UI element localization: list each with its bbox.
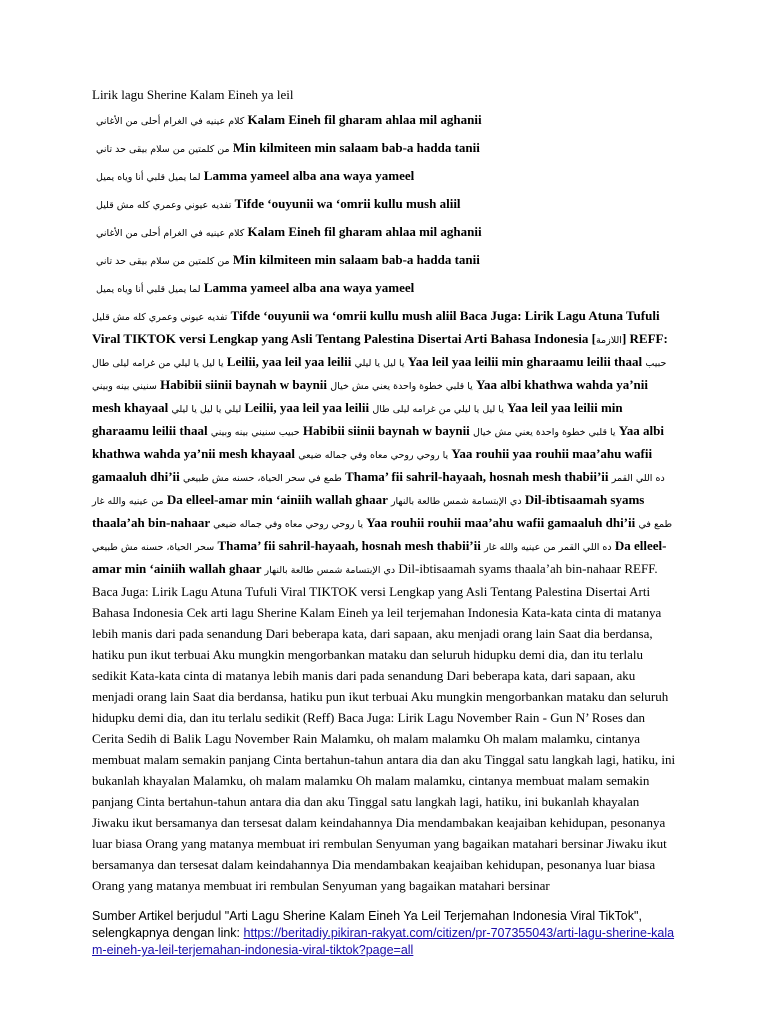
text-segment: Yaa rouhii rouhii maa’ahu wafii gamaaluh dhi’ii [363,515,639,530]
text-segment: Yaa albi khathwa wahda ya’nii mesh khayaal [92,423,664,461]
lyric-arabic: كلام عينيه في الغرام أحلى من الأغاني [96,228,245,239]
lyric-line-7 [96,277,676,300]
arabic-segment: ليلي يا ليل يا ليلي [171,404,242,415]
lyric-latin: Kalam Eineh fil gharam ahlaa mil aghanii [247,112,482,127]
arabic-segment: ده اللي القمر من عينيه والله غار [92,473,665,507]
lyric-line-1 [96,109,676,132]
lyric-arabic: لما يميل قلبي أنا وياه يميل [96,172,201,183]
lyric-arabic: من كلمتين من سلام بيقى حد تاني [96,256,230,267]
lyric-latin: Min kilmiteen min salaam bab-a hadda tanii [232,140,480,155]
text-segment: Thama’ fii sahril-hayaah, hosnah mesh thabii’ii [341,469,612,484]
text-segment: Yaa leil yaa leilii min gharaamu leilii thaal [92,400,623,438]
text-segment: Yaa leil yaa leilii min gharaamu leilii thaal [404,354,646,369]
lyric-line-4 [96,193,676,216]
arabic-segment: حبيب سنيني بينه وبيني [210,427,300,438]
lyric-latin: Lamma yameel alba ana waya yameel [203,168,415,183]
arabic-segment: يا قلبي خطوة واحدة يعني مش خيال [473,427,616,438]
lyrics-list [92,109,676,300]
text-segment: Yaa albi khathwa wahda ya’nii mesh khayaal [92,377,648,415]
arabic-segment: دي الإبتسامة شمس طالعة بالنهار [390,496,522,507]
lyric-line-2 [96,137,676,160]
arabic-segment: يا روحي روحي معاه وفي جماله ضيعي [213,519,364,530]
arabic-segment: تفديه عيوني وعمري كله مش قليل [92,312,228,323]
lyric-line-6 [96,249,676,272]
arabic-segment: ده اللي القمر من عينيه والله غار [484,542,612,553]
lyric-line-3 [96,165,676,188]
lyric-line-5 [96,221,676,244]
arabic-segment: يا روحي روحي معاه وفي جماله ضيعي [298,450,449,461]
arabic-segment: طمع في سحر الحياة، حسنه مش طبيعي [183,473,342,484]
text-segment: Yaa rouhii yaa rouhii maa’ahu wafii gamaaluh dhi’ii [92,446,653,484]
body-paragraph [92,305,676,896]
source-link[interactable]: https://beritadiy.pikiran-rakyat.com/citizen/pr-707355043/arti-lagu-sherine-kalam-eineh-ya-leil-terjemahan-indonesia-viral-tiktok?page=all [92,926,675,957]
text-segment: Dil-ibtisaamah syams thaala’ah bin-nahaar REFF. Baca Juga: Lirik Lagu Atuna Tufuli Viral TIKTOK versi Lengkap yang Asli Tentang Palestina Disertai Arti Bahasa Indonesia Cek arti lagu Sherine Kalam Eineh ya leil terjemahan Indonesia Kata-kata cinta di matanya lebih manis dari pada senandung Dari beberapa kata, dari sapaan, aku menjadi orang lain Saat dia berdansa, hatiku pun ikut terbuai Aku mungkin mengorbankan mataku dan seluruh hidupku demi dia, dan itu terlalu sedikit Kata-kata cinta di matanya lebih manis dari pada senandung Dari beberapa kata, dari sapaan, aku menjadi orang lain Saat dia berdansa, hatiku pun ikut terbuai Aku mungkin mengorbankan mataku dan seluruh hidupku demi dia, dan itu terlalu sedikit (Reff) Baca Juga: Lirik Lagu November Rain - Gun N’ Roses dan Cerita Sedih di Balik Lagu November Rain Malamku, oh malam malamku Oh malam malamku, cintanya membuat malam semakin panjang Cinta bertahun-tahun antara dia dan aku Tinggal satu langkah lagi, hatiku, ini bukanlah khayalan Malamku, oh malam malamku Oh malam malamku, cintanya membuat malam semakin panjang Cinta bertahun-tahun antara dia dan aku Tinggal satu langkah lagi, hatiku, ini bukanlah khayalan Jiwaku ikut bersamanya dan tersesat dalam keindahannya Dia mendambakan keajaiban kehidupan, pesonanya luar biasa Orang yang matanya membuat iri rembulan Senyuman yang bagaikan matahari bersinar Jiwaku ikut bersamanya dan tersesat dalam keindahannya Dia mendambakan keajaiban kehidupan, pesonanya luar biasa Orang yang matanya membuat iri rembulan Senyuman yang bagaikan matahari bersinar [92,561,676,893]
text-segment: Leilii, yaa leil yaa leilii [223,354,355,369]
arabic-segment: اللازمة [595,335,622,346]
text-segment: Da elleel-amar min ‘ainiih wallah ghaar [163,492,391,507]
text-segment: Dil-ibtisaamah syams thaala’ah bin-nahaar [92,492,645,530]
arabic-segment: يا ليل يا ليلي من غرامه ليلى طال [372,404,504,415]
arabic-segment: طمع في سحر الحياة، حسنه مش طبيعي [92,519,673,553]
document-body [92,84,676,959]
text-segment: ] REFF: [621,331,668,346]
text-segment: Tifde ‘ouyunii wa ‘omrii kullu mush aliil Baca Juga: Lirik Lagu Atuna Tufuli Viral TIKTOK versi Lengkap yang Asli Tentang Palestina Disertai Arti Bahasa Indonesia [ [92,308,660,346]
arabic-segment: يا ليل يا ليلي [354,358,405,369]
lyric-latin: Lamma yameel alba ana waya yameel [203,280,415,295]
arabic-segment: يا قلبي خطوة واحدة يعني مش خيال [330,381,473,392]
arabic-segment: دي الإبتسامة شمس طالعة بالنهار [264,565,396,576]
arabic-segment: يا ليل يا ليلي من غرامه ليلى طال [92,358,224,369]
source-text: Sumber Artikel berjudul "Arti Lagu Sherine Kalam Eineh Ya Leil Terjemahan Indonesia Viral TikTok", selengkapnya dengan link: [92,909,642,940]
text-segment: Habibii siinii baynah w baynii [299,423,474,438]
text-segment: Leilii, yaa leil yaa leilii [241,400,373,415]
lyric-arabic: من كلمتين من سلام بيقى حد تاني [96,144,230,155]
source-attribution [92,908,676,959]
text-segment: Habibii siinii baynah w baynii [156,377,331,392]
lyric-latin: Kalam Eineh fil gharam ahlaa mil aghanii [247,224,482,239]
lyric-latin: Tifde ‘ouyunii wa ‘omrii kullu mush aliil [234,196,461,211]
document-title: Lirik lagu Sherine Kalam Eineh ya leil [92,87,294,102]
text-segment: Thama’ fii sahril-hayaah, hosnah mesh thabii’ii [214,538,485,553]
lyric-arabic: لما يميل قلبي أنا وياه يميل [96,284,201,295]
lyric-arabic: تفديه عيوني وعمري كله مش قليل [96,200,232,211]
text-segment: Da elleel-amar min ‘ainiih wallah ghaar [92,538,667,576]
arabic-segment: حبيب سنيني بينه وبيني [92,358,667,392]
lyric-arabic: كلام عينيه في الغرام أحلى من الأغاني [96,116,245,127]
lyric-latin: Min kilmiteen min salaam bab-a hadda tanii [232,252,480,267]
